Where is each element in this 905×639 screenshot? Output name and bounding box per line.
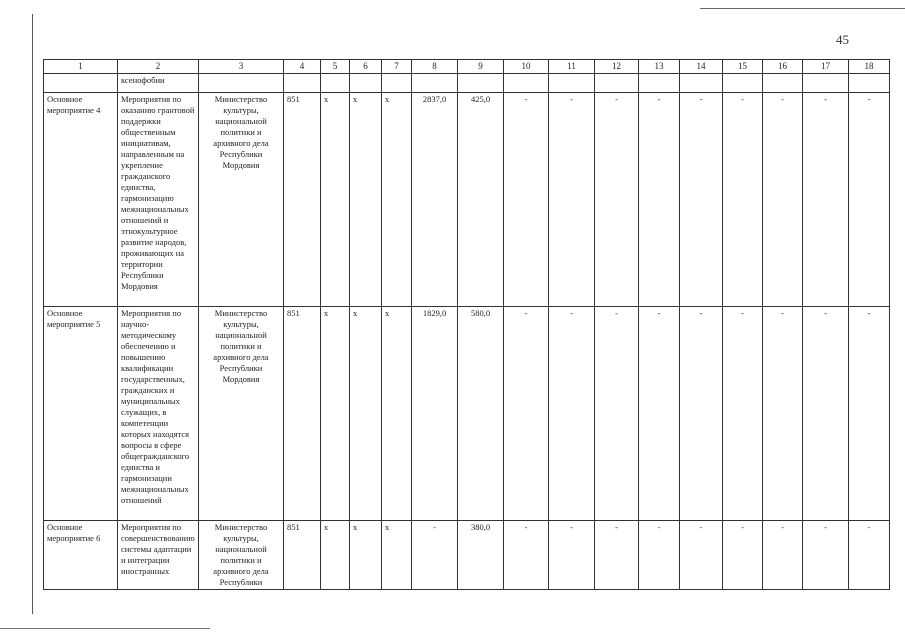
value-cell: - (504, 93, 549, 307)
column-header: 5 (321, 60, 350, 74)
header-row (44, 60, 890, 74)
value-cell: х (350, 521, 382, 590)
description-cell: Мероприятия по совершенствованию системы адаптации и интеграции иностранных (118, 521, 199, 590)
code-cell: 851 (284, 307, 321, 521)
table-row (44, 307, 890, 521)
value-cell: - (639, 307, 680, 521)
executor-cell: Министерство культуры, национальной политики и архивного дела Республики Мордовия (199, 307, 284, 521)
table-row (44, 93, 890, 307)
value-cell: - (680, 521, 723, 590)
column-header: 12 (595, 60, 639, 74)
value-cell: - (595, 307, 639, 521)
column-header: 4 (284, 60, 321, 74)
column-header: 3 (199, 60, 284, 74)
activity-name-cell: Основное мероприятие 5 (44, 307, 118, 521)
column-header: 2 (118, 60, 199, 74)
amount-cell: 580,0 (458, 307, 504, 521)
value-cell: - (549, 307, 595, 521)
value-cell: х (350, 307, 382, 521)
executor-cell: Министерство культуры, национальной политики и архивного дела Республики (199, 521, 284, 590)
value-cell: - (549, 521, 595, 590)
value-cell: - (549, 93, 595, 307)
description-cell: ксенофобии (118, 74, 199, 93)
value-cell: х (321, 307, 350, 521)
value-cell: - (595, 93, 639, 307)
column-header: 16 (763, 60, 803, 74)
value-cell: - (803, 93, 849, 307)
value-cell: - (763, 93, 803, 307)
code-cell: 851 (284, 93, 321, 307)
column-header: 13 (639, 60, 680, 74)
value-cell: х (382, 307, 412, 521)
column-header: 9 (458, 60, 504, 74)
amount-cell: 380,0 (458, 521, 504, 590)
amount-cell: - (412, 521, 458, 590)
value-cell: - (803, 307, 849, 521)
value-cell: - (595, 521, 639, 590)
program-table (43, 59, 890, 590)
value-cell: - (723, 521, 763, 590)
scan-edge-line (0, 628, 210, 629)
value-cell: - (803, 521, 849, 590)
code-cell: 851 (284, 521, 321, 590)
page-number: 45 (836, 32, 849, 47)
table-row (44, 521, 890, 590)
value-cell: х (321, 521, 350, 590)
column-header: 7 (382, 60, 412, 74)
column-header: 6 (350, 60, 382, 74)
value-cell: - (723, 93, 763, 307)
activity-name-cell: Основное мероприятие 4 (44, 93, 118, 307)
value-cell: - (849, 93, 890, 307)
activity-name-cell: Основное мероприятие 6 (44, 521, 118, 590)
column-header: 17 (803, 60, 849, 74)
scan-edge-line (32, 14, 33, 614)
value-cell: - (849, 307, 890, 521)
value-cell: - (504, 307, 549, 521)
column-header: 15 (723, 60, 763, 74)
value-cell: - (680, 307, 723, 521)
value-cell: - (723, 307, 763, 521)
value-cell: - (639, 521, 680, 590)
continuation-row (44, 74, 890, 93)
amount-cell: 2837,0 (412, 93, 458, 307)
value-cell: - (639, 93, 680, 307)
value-cell: х (382, 521, 412, 590)
executor-cell: Министерство культуры, национальной политики и архивного дела Республики Мордовия (199, 93, 284, 307)
column-header: 8 (412, 60, 458, 74)
amount-cell: 425,0 (458, 93, 504, 307)
column-header: 14 (680, 60, 723, 74)
description-cell: Мероприятия по оказанию грантовой поддержки общественным инициативам, направленным на укрепление гражданского единства, гармонизацию межнациональных отношений и этнокультурное развитие народов, проживающих на территории Республики Мордовия (118, 93, 199, 307)
description-cell: Мероприятия по научно-методическому обеспечению и повышению квалификации государственных, гражданских и муниципальных служащих, в компетенции которых находятся вопросы в сфере общегражданского единства и гармонизации межнациональных отношений (118, 307, 199, 521)
scan-edge-line (700, 8, 905, 9)
column-header: 1 (44, 60, 118, 74)
amount-cell: 1829,0 (412, 307, 458, 521)
value-cell: - (763, 307, 803, 521)
column-header: 10 (504, 60, 549, 74)
value-cell: - (504, 521, 549, 590)
value-cell: х (321, 93, 350, 307)
value-cell: - (849, 521, 890, 590)
value-cell: - (680, 93, 723, 307)
column-header: 18 (849, 60, 890, 74)
column-header: 11 (549, 60, 595, 74)
value-cell: х (382, 93, 412, 307)
value-cell: - (763, 521, 803, 590)
value-cell: х (350, 93, 382, 307)
